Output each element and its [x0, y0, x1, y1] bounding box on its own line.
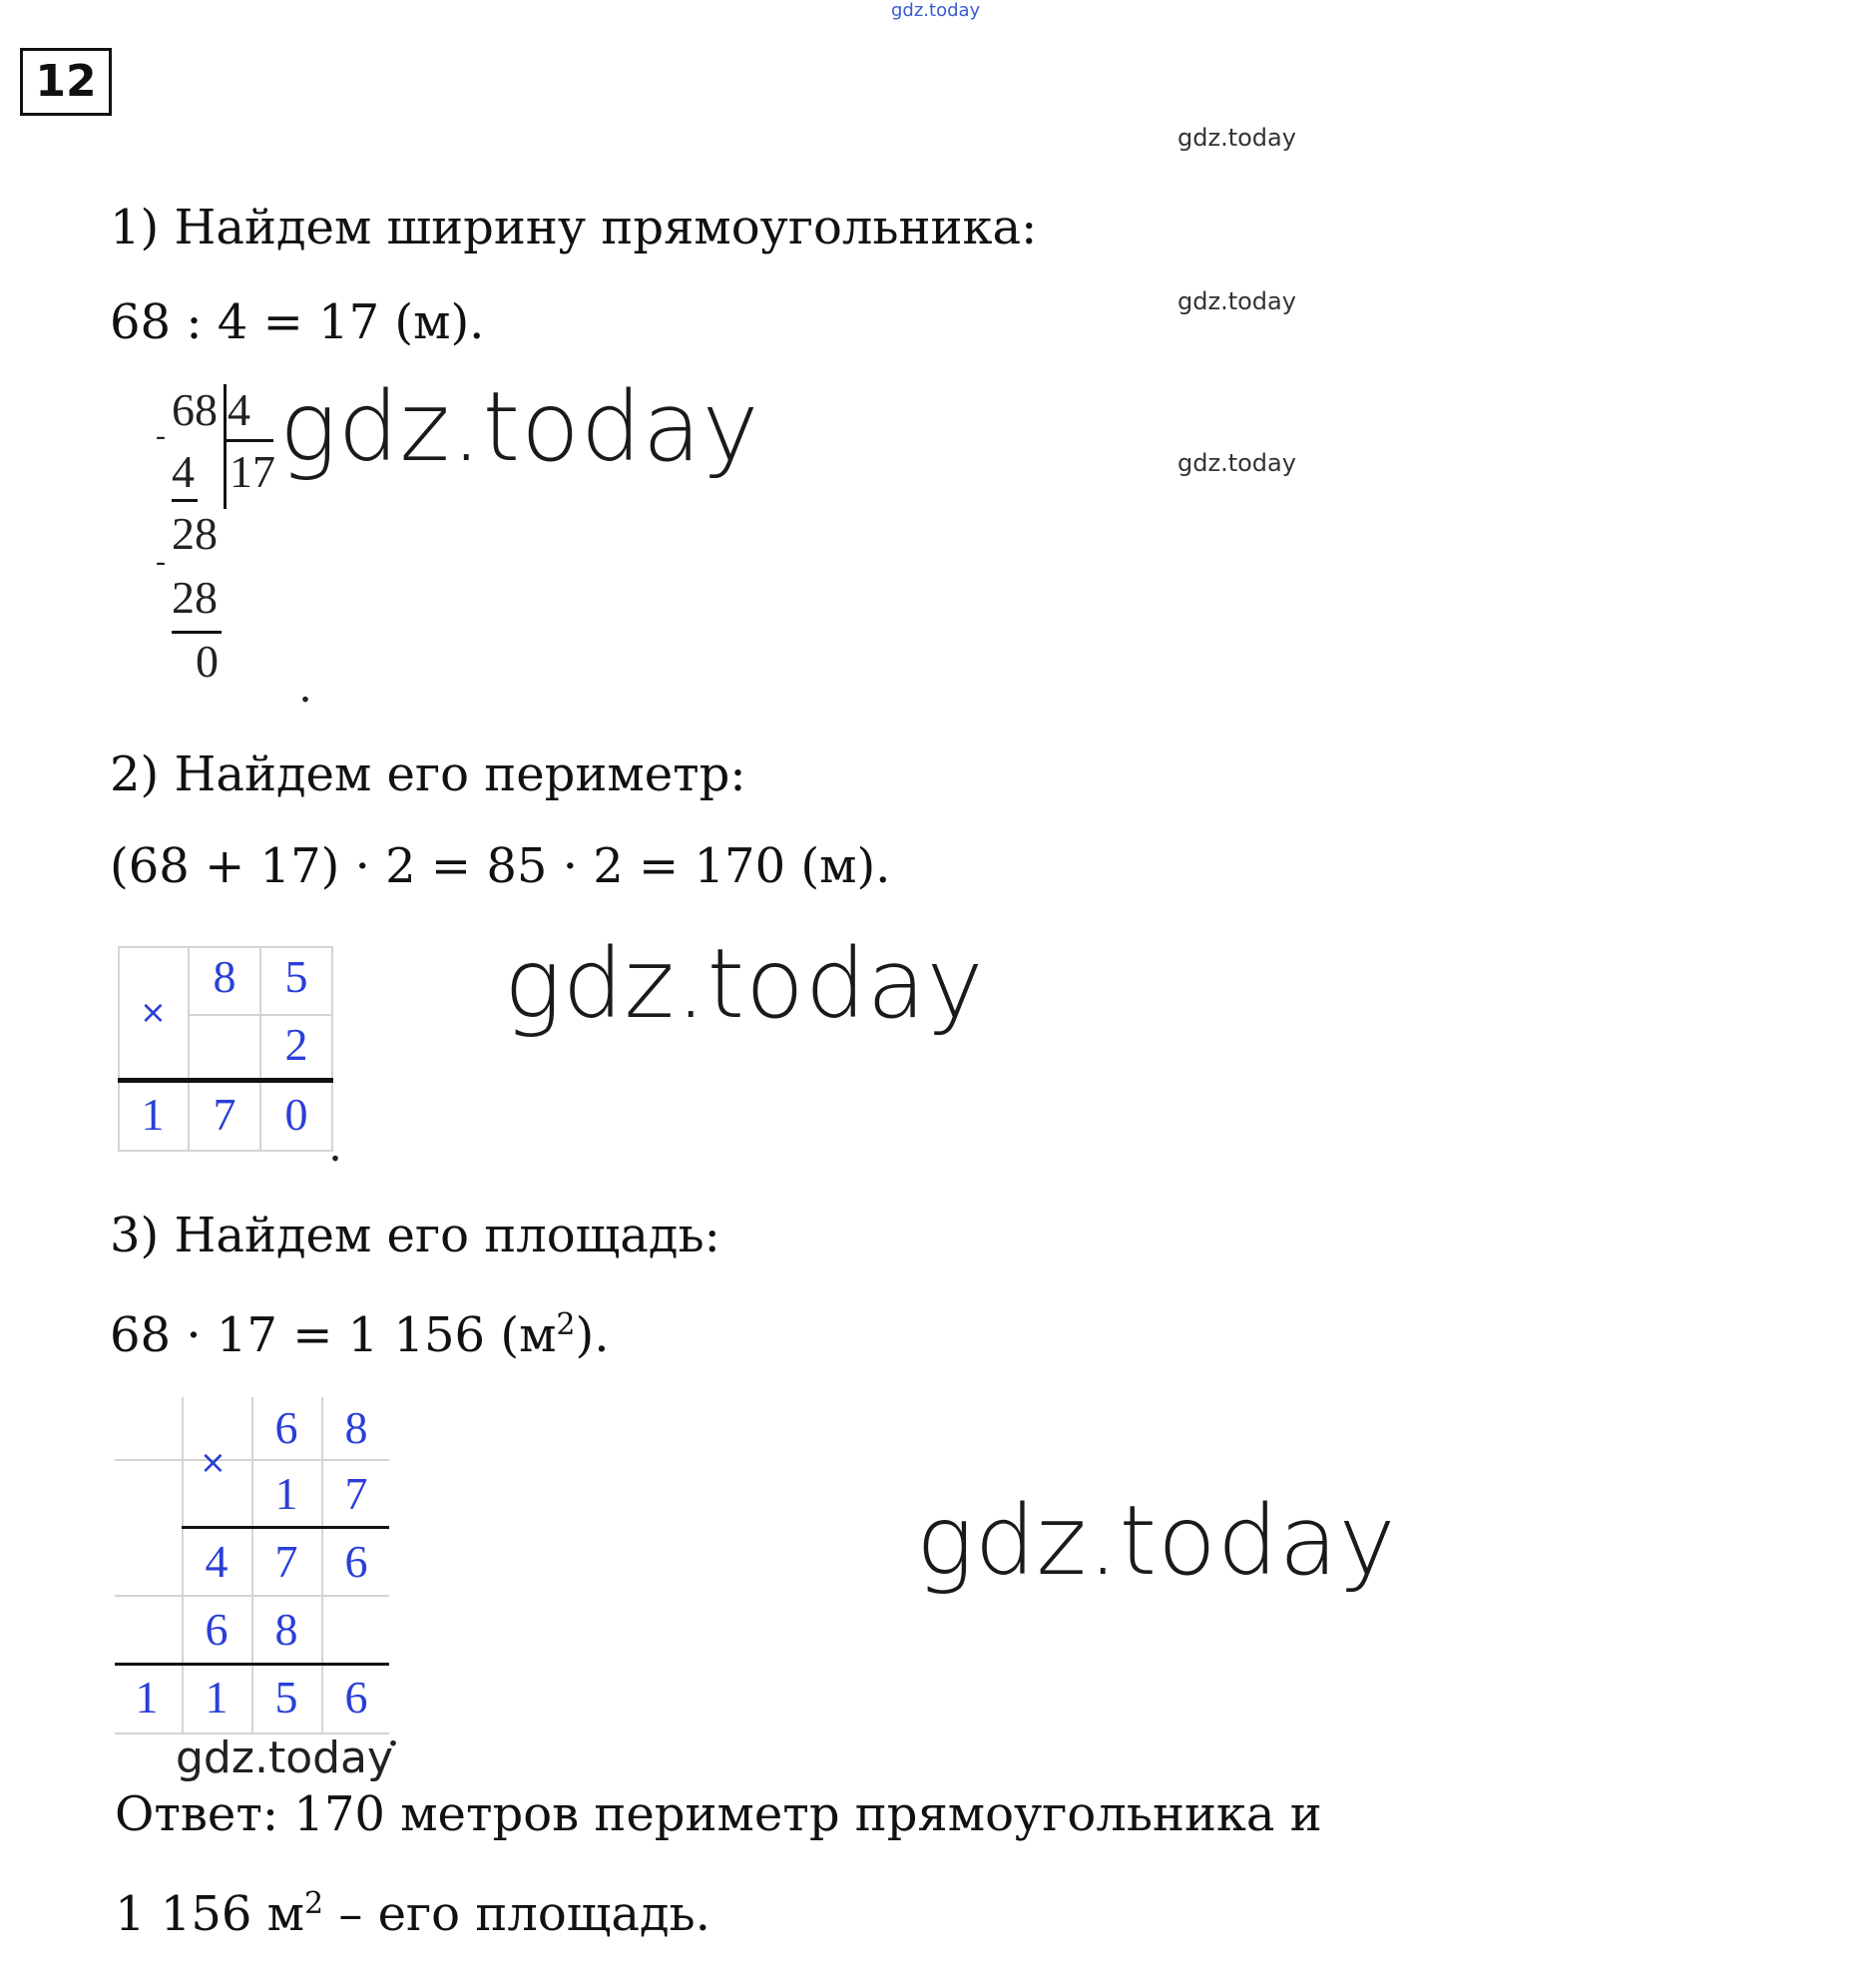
- problem-number: 12: [20, 48, 112, 116]
- division-vertical-bar: [224, 384, 227, 509]
- division-quotient-bar: [224, 439, 273, 442]
- mult2-result-digit: 6: [344, 1672, 368, 1723]
- mult2-digit: 8: [344, 1402, 368, 1453]
- mult1-result-digit: 1: [141, 1089, 165, 1140]
- division-remainder: 0: [196, 636, 219, 687]
- step3-expression: [110, 1307, 609, 1363]
- division-minus-2: -: [156, 545, 166, 578]
- step1-expression: 68 : 4 = 17 (м).: [110, 294, 485, 350]
- mult2-period: .: [387, 1704, 399, 1756]
- step3-expression-end: ).: [575, 1307, 610, 1363]
- mult2-digit: 1: [274, 1468, 298, 1519]
- watermark-medium: gdz.today: [176, 1732, 394, 1783]
- step1-title: 1) Найдем ширину прямоугольника:: [110, 200, 1038, 255]
- division-line-1: [172, 499, 198, 502]
- mult2-bar-2: [115, 1663, 389, 1666]
- mult2-sign: ×: [200, 1443, 227, 1481]
- answer-line2-main: 1 156 м: [115, 1886, 305, 1942]
- answer-line2-sup: 2: [304, 1886, 324, 1921]
- mult1-result-bar: [118, 1078, 333, 1083]
- mult1-period: .: [329, 1119, 341, 1172]
- division-minus-1: -: [156, 419, 166, 452]
- step3-expression-main: 68 · 17 = 1 156 (м: [110, 1307, 557, 1363]
- mult2-bar-1: [182, 1526, 389, 1529]
- division-dividend: 68: [172, 384, 218, 435]
- step3-expression-sup: 2: [556, 1307, 576, 1342]
- mult1-digit: 8: [213, 951, 236, 1002]
- mult2-result-digit: 1: [135, 1672, 159, 1723]
- mult2-partial2-digit: 6: [205, 1604, 229, 1655]
- mult2-digit: 7: [344, 1468, 368, 1519]
- watermark-small-3: gdz.today: [1177, 449, 1296, 477]
- mult1-result-digit: 7: [213, 1089, 236, 1140]
- mult2-partial1-digit: 6: [344, 1536, 368, 1587]
- division-remainder-1: 28: [172, 508, 218, 559]
- answer-line2-end: – его площадь.: [323, 1886, 710, 1942]
- watermark-small-1: gdz.today: [1177, 124, 1296, 152]
- watermark-big-1: gdz.today: [279, 371, 760, 483]
- watermark-big-2: gdz.today: [504, 928, 985, 1040]
- mult2-digit: 6: [274, 1402, 298, 1453]
- mult1-hline-1: [188, 1014, 333, 1016]
- mult2-hline-2: [115, 1595, 389, 1597]
- mult2-partial1-digit: 4: [205, 1536, 229, 1587]
- watermark-top: gdz.today: [891, 0, 981, 21]
- division-line-2: [172, 631, 222, 634]
- mult2-partial1-digit: 7: [274, 1536, 298, 1587]
- answer-line-1: Ответ: 170 метров периметр прямоугольника и: [115, 1786, 1322, 1842]
- division-subtrahend-2: 28: [172, 572, 218, 623]
- mult1-digit: 5: [284, 951, 308, 1002]
- mult1-digit: 2: [284, 1019, 308, 1070]
- division-divisor: 4: [228, 384, 250, 435]
- step3-title: 3) Найдем его площадь:: [110, 1208, 720, 1263]
- answer-line-2: [115, 1886, 710, 1942]
- mult1-sign: ×: [140, 993, 167, 1031]
- watermark-small-2: gdz.today: [1177, 287, 1296, 315]
- division-subtrahend-1: 4: [172, 446, 195, 497]
- division-quotient: 17: [230, 446, 275, 497]
- watermark-big-3: gdz.today: [916, 1485, 1397, 1597]
- mult2-result-digit: 1: [205, 1672, 229, 1723]
- division-period: .: [299, 660, 311, 713]
- step2-title: 2) Найдем его периметр:: [110, 746, 746, 802]
- mult2-result-digit: 5: [274, 1672, 298, 1723]
- mult2-partial2-digit: 8: [274, 1604, 298, 1655]
- mult2-hline-1: [115, 1459, 389, 1461]
- step2-expression: (68 + 17) · 2 = 85 · 2 = 170 (м).: [110, 838, 891, 894]
- mult1-result-digit: 0: [284, 1089, 308, 1140]
